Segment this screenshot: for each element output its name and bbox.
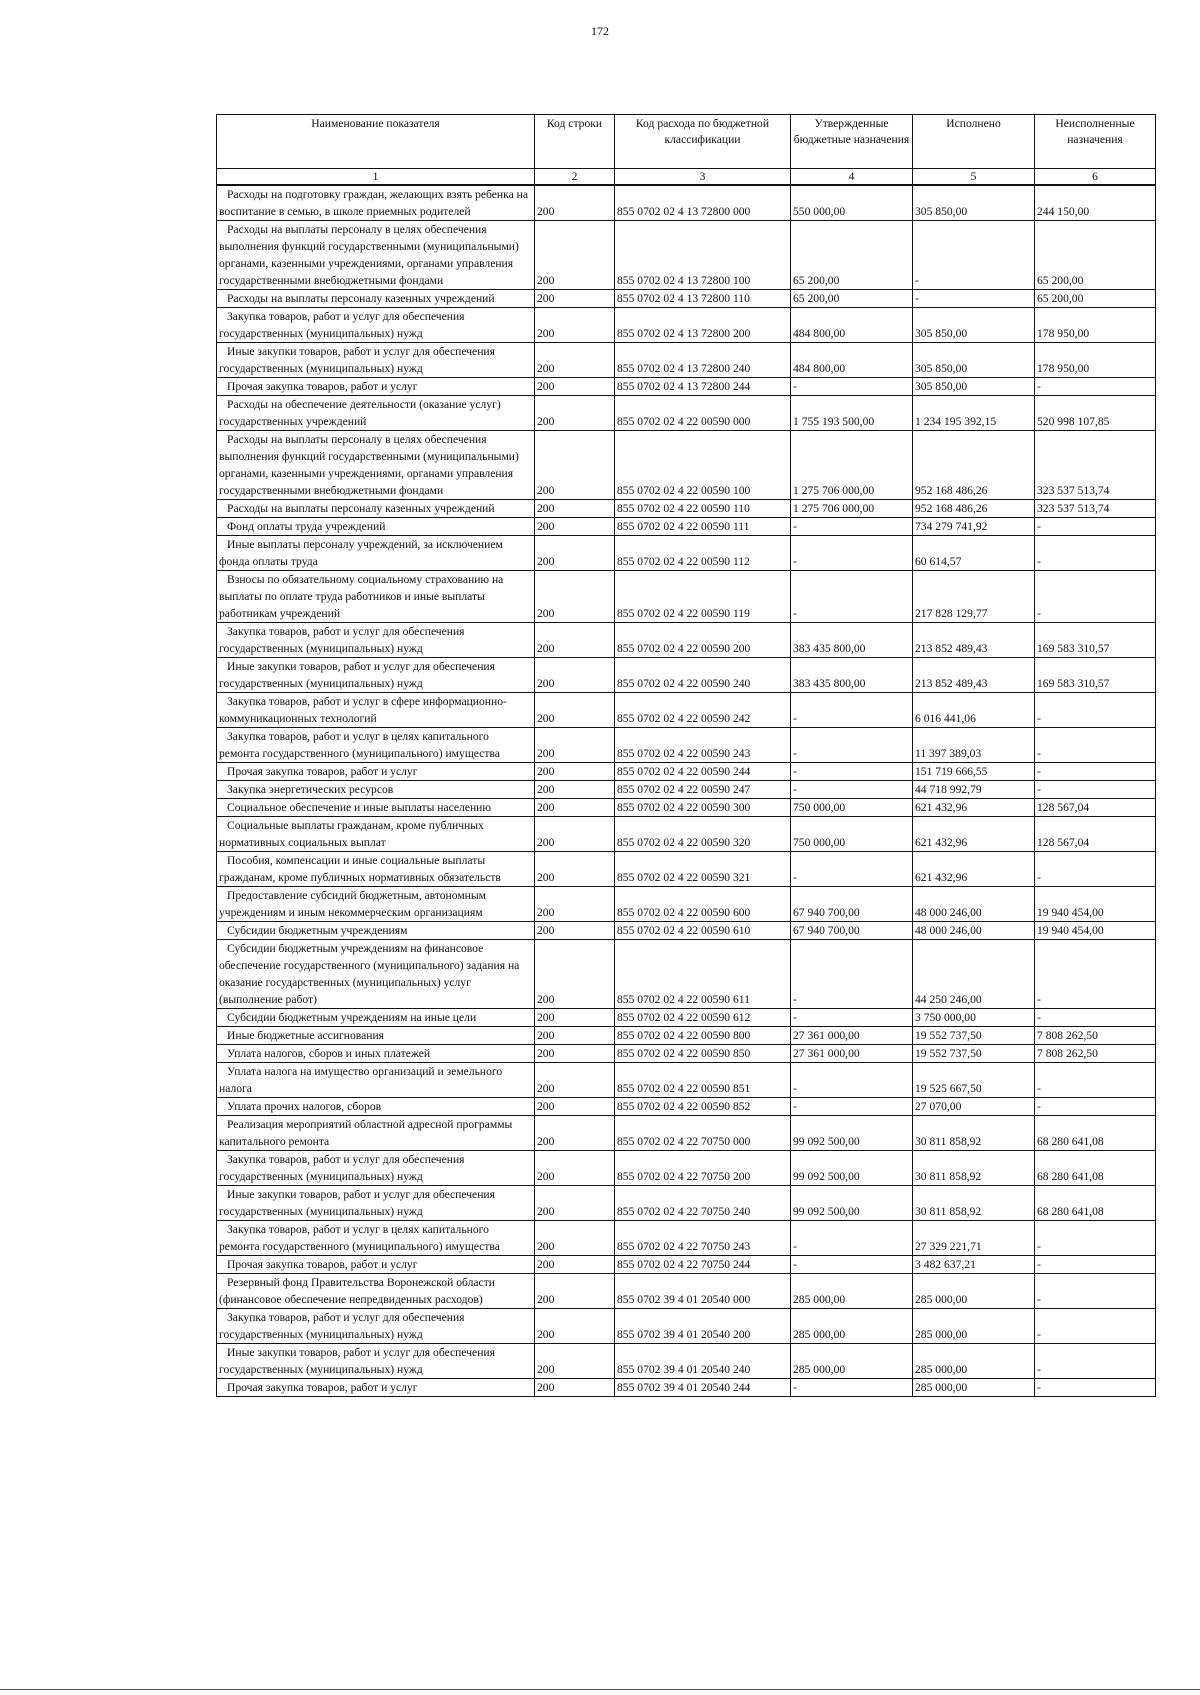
row-classification-code: 855 0702 02 4 22 00590 800 bbox=[615, 1027, 791, 1045]
row-unexecuted-amount: - bbox=[1035, 763, 1156, 781]
column-number: 6 bbox=[1035, 169, 1156, 186]
row-indicator-name: Закупка товаров, работ и услуг для обеспечения государственных (муниципальных) нужд bbox=[217, 1151, 535, 1186]
table-row bbox=[217, 922, 1156, 940]
row-indicator-name: Закупка товаров, работ и услуг для обеспечения государственных (муниципальных) нужд bbox=[217, 623, 535, 658]
row-classification-code: 855 0702 02 4 22 70750 200 bbox=[615, 1151, 791, 1186]
row-executed-amount: 621 432,96 bbox=[913, 817, 1035, 852]
row-classification-code: 855 0702 02 4 22 00590 111 bbox=[615, 518, 791, 536]
row-executed-amount: 3 482 637,21 bbox=[913, 1256, 1035, 1274]
row-line-code: 200 bbox=[535, 1027, 615, 1045]
table-row bbox=[217, 799, 1156, 817]
row-executed-amount: 952 168 486,26 bbox=[913, 431, 1035, 500]
row-approved-amount: 750 000,00 bbox=[791, 817, 913, 852]
row-executed-amount: 44 250 246,00 bbox=[913, 940, 1035, 1009]
row-indicator-name: Реализация мероприятий областной адресной программы капитального ремонта bbox=[217, 1116, 535, 1151]
row-indicator-name: Закупка товаров, работ и услуг для обеспечения государственных (муниципальных) нужд bbox=[217, 1309, 535, 1344]
row-approved-amount: 27 361 000,00 bbox=[791, 1027, 913, 1045]
row-approved-amount: - bbox=[791, 378, 913, 396]
row-unexecuted-amount: - bbox=[1035, 378, 1156, 396]
table-row bbox=[217, 623, 1156, 658]
row-executed-amount: - bbox=[913, 221, 1035, 290]
row-approved-amount: 99 092 500,00 bbox=[791, 1116, 913, 1151]
row-executed-amount: 305 850,00 bbox=[913, 378, 1035, 396]
row-approved-amount: 750 000,00 bbox=[791, 799, 913, 817]
table-row bbox=[217, 1151, 1156, 1186]
row-executed-amount: 217 828 129,77 bbox=[913, 571, 1035, 623]
row-indicator-name: Прочая закупка товаров, работ и услуг bbox=[217, 1256, 535, 1274]
row-line-code: 200 bbox=[535, 1186, 615, 1221]
row-approved-amount: - bbox=[791, 1379, 913, 1397]
row-indicator-name: Закупка товаров, работ и услуг в сфере информационно-коммуникационных технологий bbox=[217, 693, 535, 728]
table-row bbox=[217, 763, 1156, 781]
row-executed-amount: 305 850,00 bbox=[913, 185, 1035, 221]
row-line-code: 200 bbox=[535, 518, 615, 536]
row-unexecuted-amount: - bbox=[1035, 1221, 1156, 1256]
row-line-code: 200 bbox=[535, 378, 615, 396]
row-executed-amount: 30 811 858,92 bbox=[913, 1151, 1035, 1186]
row-approved-amount: 484 800,00 bbox=[791, 308, 913, 343]
table-row bbox=[217, 396, 1156, 431]
row-line-code: 200 bbox=[535, 1063, 615, 1098]
table-row bbox=[217, 500, 1156, 518]
row-line-code: 200 bbox=[535, 623, 615, 658]
header-approved-appropriations: Утвержденные бюджетные назначения bbox=[791, 115, 913, 169]
table-row bbox=[217, 1027, 1156, 1045]
row-indicator-name: Социальные выплаты гражданам, кроме публичных нормативных социальных выплат bbox=[217, 817, 535, 852]
row-line-code: 200 bbox=[535, 1256, 615, 1274]
table-row bbox=[217, 1186, 1156, 1221]
row-executed-amount: 19 525 667,50 bbox=[913, 1063, 1035, 1098]
row-unexecuted-amount: 244 150,00 bbox=[1035, 185, 1156, 221]
table-row bbox=[217, 1344, 1156, 1379]
row-executed-amount: 48 000 246,00 bbox=[913, 922, 1035, 940]
row-approved-amount: 65 200,00 bbox=[791, 221, 913, 290]
table-header-row bbox=[217, 115, 1156, 169]
table-row bbox=[217, 658, 1156, 693]
row-executed-amount: 30 811 858,92 bbox=[913, 1186, 1035, 1221]
row-line-code: 200 bbox=[535, 343, 615, 378]
row-executed-amount: 3 750 000,00 bbox=[913, 1009, 1035, 1027]
row-line-code: 200 bbox=[535, 887, 615, 922]
row-approved-amount: 67 940 700,00 bbox=[791, 887, 913, 922]
row-executed-amount: 1 234 195 392,15 bbox=[913, 396, 1035, 431]
page-number: 172 bbox=[591, 24, 609, 38]
row-unexecuted-amount: - bbox=[1035, 1063, 1156, 1098]
row-indicator-name: Пособия, компенсации и иные социальные выплаты гражданам, кроме публичных нормативных обязательств bbox=[217, 852, 535, 887]
row-line-code: 200 bbox=[535, 1045, 615, 1063]
row-unexecuted-amount: - bbox=[1035, 1274, 1156, 1309]
row-executed-amount: 213 852 489,43 bbox=[913, 623, 1035, 658]
row-line-code: 200 bbox=[535, 922, 615, 940]
row-indicator-name: Прочая закупка товаров, работ и услуг bbox=[217, 378, 535, 396]
row-unexecuted-amount: - bbox=[1035, 852, 1156, 887]
row-approved-amount: - bbox=[791, 536, 913, 571]
table-row bbox=[217, 1221, 1156, 1256]
row-executed-amount: 213 852 489,43 bbox=[913, 658, 1035, 693]
row-classification-code: 855 0702 02 4 13 72800 100 bbox=[615, 221, 791, 290]
row-approved-amount: - bbox=[791, 1256, 913, 1274]
table-row bbox=[217, 185, 1156, 221]
row-unexecuted-amount: - bbox=[1035, 571, 1156, 623]
row-indicator-name: Иные бюджетные ассигнования bbox=[217, 1027, 535, 1045]
row-executed-amount: 60 614,57 bbox=[913, 536, 1035, 571]
row-unexecuted-amount: - bbox=[1035, 1309, 1156, 1344]
row-approved-amount: - bbox=[791, 728, 913, 763]
row-unexecuted-amount: - bbox=[1035, 1379, 1156, 1397]
column-number: 4 bbox=[791, 169, 913, 186]
row-line-code: 200 bbox=[535, 308, 615, 343]
row-line-code: 200 bbox=[535, 1098, 615, 1116]
row-classification-code: 855 0702 02 4 22 00590 300 bbox=[615, 799, 791, 817]
row-approved-amount: - bbox=[791, 693, 913, 728]
row-line-code: 200 bbox=[535, 571, 615, 623]
row-line-code: 200 bbox=[535, 852, 615, 887]
row-approved-amount: - bbox=[791, 1221, 913, 1256]
row-classification-code: 855 0702 02 4 22 00590 850 bbox=[615, 1045, 791, 1063]
header-line-code: Код строки bbox=[535, 115, 615, 169]
table-body bbox=[217, 185, 1156, 1397]
row-classification-code: 855 0702 02 4 22 00590 611 bbox=[615, 940, 791, 1009]
row-classification-code: 855 0702 02 4 22 00590 612 bbox=[615, 1009, 791, 1027]
row-classification-code: 855 0702 02 4 22 00590 244 bbox=[615, 763, 791, 781]
row-indicator-name: Иные закупки товаров, работ и услуг для обеспечения государственных (муниципальных) нужд bbox=[217, 1186, 535, 1221]
row-indicator-name: Расходы на обеспечение деятельности (оказание услуг) государственных учреждений bbox=[217, 396, 535, 431]
row-executed-amount: 621 432,96 bbox=[913, 852, 1035, 887]
row-executed-amount: - bbox=[913, 290, 1035, 308]
table-row bbox=[217, 431, 1156, 500]
header-unexecuted-appropriations: Неисполненные назначения bbox=[1035, 115, 1156, 169]
row-classification-code: 855 0702 02 4 22 00590 110 bbox=[615, 500, 791, 518]
row-indicator-name: Закупка товаров, работ и услуг для обеспечения государственных (муниципальных) нужд bbox=[217, 308, 535, 343]
row-approved-amount: 1 275 706 000,00 bbox=[791, 500, 913, 518]
row-approved-amount: 383 435 800,00 bbox=[791, 658, 913, 693]
row-executed-amount: 952 168 486,26 bbox=[913, 500, 1035, 518]
row-approved-amount: - bbox=[791, 763, 913, 781]
row-unexecuted-amount: 520 998 107,85 bbox=[1035, 396, 1156, 431]
column-number: 3 bbox=[615, 169, 791, 186]
row-unexecuted-amount: 323 537 513,74 bbox=[1035, 431, 1156, 500]
row-executed-amount: 44 718 992,79 bbox=[913, 781, 1035, 799]
row-unexecuted-amount: - bbox=[1035, 1009, 1156, 1027]
row-unexecuted-amount: - bbox=[1035, 728, 1156, 763]
row-classification-code: 855 0702 02 4 22 00590 320 bbox=[615, 817, 791, 852]
row-classification-code: 855 0702 02 4 22 00590 112 bbox=[615, 536, 791, 571]
row-indicator-name: Расходы на выплаты персоналу в целях обеспечения выполнения функций государственными (муниципальными) органами, казенными учреждениями, органами управления государственными внебюджетными фондами bbox=[217, 221, 535, 290]
row-classification-code: 855 0702 02 4 13 72800 110 bbox=[615, 290, 791, 308]
row-approved-amount: - bbox=[791, 571, 913, 623]
row-classification-code: 855 0702 39 4 01 20540 244 bbox=[615, 1379, 791, 1397]
table-row bbox=[217, 887, 1156, 922]
row-indicator-name: Закупка товаров, работ и услуг в целях капитального ремонта государственного (муниципального) имущества bbox=[217, 728, 535, 763]
row-approved-amount: 65 200,00 bbox=[791, 290, 913, 308]
table-row bbox=[217, 308, 1156, 343]
row-executed-amount: 305 850,00 bbox=[913, 343, 1035, 378]
row-unexecuted-amount: - bbox=[1035, 940, 1156, 1009]
row-classification-code: 855 0702 02 4 22 00590 321 bbox=[615, 852, 791, 887]
row-indicator-name: Субсидии бюджетным учреждениям bbox=[217, 922, 535, 940]
table-row bbox=[217, 1379, 1156, 1397]
row-approved-amount: 27 361 000,00 bbox=[791, 1045, 913, 1063]
row-classification-code: 855 0702 02 4 22 00590 610 bbox=[615, 922, 791, 940]
row-indicator-name: Иные закупки товаров, работ и услуг для обеспечения государственных (муниципальных) нужд bbox=[217, 658, 535, 693]
row-approved-amount: 383 435 800,00 bbox=[791, 623, 913, 658]
budget-expenditure-table bbox=[216, 114, 1156, 1397]
table-row bbox=[217, 518, 1156, 536]
row-line-code: 200 bbox=[535, 1344, 615, 1379]
row-line-code: 200 bbox=[535, 658, 615, 693]
table-row bbox=[217, 571, 1156, 623]
table-row bbox=[217, 1063, 1156, 1098]
row-unexecuted-amount: 19 940 454,00 bbox=[1035, 887, 1156, 922]
row-classification-code: 855 0702 02 4 13 72800 200 bbox=[615, 308, 791, 343]
row-approved-amount: - bbox=[791, 1063, 913, 1098]
row-indicator-name: Предоставление субсидий бюджетным, автономным учреждениям и иным некоммерческим организациям bbox=[217, 887, 535, 922]
row-classification-code: 855 0702 02 4 13 72800 000 bbox=[615, 185, 791, 221]
row-indicator-name: Фонд оплаты труда учреждений bbox=[217, 518, 535, 536]
row-indicator-name: Уплата налога на имущество организаций и земельного налога bbox=[217, 1063, 535, 1098]
row-line-code: 200 bbox=[535, 185, 615, 221]
row-indicator-name: Субсидии бюджетным учреждениям на финансовое обеспечение государственного (муниципального) задания на оказание государственных (муниципальных) услуг (выполнение работ) bbox=[217, 940, 535, 1009]
table-row bbox=[217, 852, 1156, 887]
row-line-code: 200 bbox=[535, 500, 615, 518]
row-classification-code: 855 0702 02 4 13 72800 244 bbox=[615, 378, 791, 396]
row-unexecuted-amount: 68 280 641,08 bbox=[1035, 1186, 1156, 1221]
row-unexecuted-amount: - bbox=[1035, 1344, 1156, 1379]
row-classification-code: 855 0702 02 4 22 00590 247 bbox=[615, 781, 791, 799]
row-indicator-name: Иные закупки товаров, работ и услуг для обеспечения государственных (муниципальных) нужд bbox=[217, 1344, 535, 1379]
row-executed-amount: 285 000,00 bbox=[913, 1274, 1035, 1309]
row-classification-code: 855 0702 02 4 13 72800 240 bbox=[615, 343, 791, 378]
row-executed-amount: 285 000,00 bbox=[913, 1344, 1035, 1379]
table-row bbox=[217, 343, 1156, 378]
row-executed-amount: 621 432,96 bbox=[913, 799, 1035, 817]
row-line-code: 200 bbox=[535, 431, 615, 500]
table-row bbox=[217, 1009, 1156, 1027]
row-unexecuted-amount: 7 808 262,50 bbox=[1035, 1027, 1156, 1045]
header-indicator-name: Наименование показателя bbox=[217, 115, 535, 169]
row-unexecuted-amount: 128 567,04 bbox=[1035, 817, 1156, 852]
row-line-code: 200 bbox=[535, 781, 615, 799]
row-indicator-name: Взносы по обязательному социальному страхованию на выплаты по оплате труда работников и иные выплаты работникам учреждений bbox=[217, 571, 535, 623]
row-approved-amount: 285 000,00 bbox=[791, 1344, 913, 1379]
row-line-code: 200 bbox=[535, 221, 615, 290]
table-row bbox=[217, 817, 1156, 852]
row-classification-code: 855 0702 02 4 22 00590 200 bbox=[615, 623, 791, 658]
row-executed-amount: 6 016 441,06 bbox=[913, 693, 1035, 728]
row-line-code: 200 bbox=[535, 290, 615, 308]
row-classification-code: 855 0702 02 4 22 00590 000 bbox=[615, 396, 791, 431]
row-classification-code: 855 0702 02 4 22 00590 851 bbox=[615, 1063, 791, 1098]
row-unexecuted-amount: - bbox=[1035, 693, 1156, 728]
row-indicator-name: Иные закупки товаров, работ и услуг для обеспечения государственных (муниципальных) нужд bbox=[217, 343, 535, 378]
row-indicator-name: Уплата прочих налогов, сборов bbox=[217, 1098, 535, 1116]
row-unexecuted-amount: - bbox=[1035, 1098, 1156, 1116]
row-approved-amount: - bbox=[791, 781, 913, 799]
row-line-code: 200 bbox=[535, 396, 615, 431]
row-unexecuted-amount: 65 200,00 bbox=[1035, 221, 1156, 290]
row-line-code: 200 bbox=[535, 1274, 615, 1309]
table-row bbox=[217, 1116, 1156, 1151]
row-indicator-name: Прочая закупка товаров, работ и услуг bbox=[217, 763, 535, 781]
row-classification-code: 855 0702 39 4 01 20540 240 bbox=[615, 1344, 791, 1379]
row-executed-amount: 27 329 221,71 bbox=[913, 1221, 1035, 1256]
row-executed-amount: 734 279 741,92 bbox=[913, 518, 1035, 536]
row-indicator-name: Прочая закупка товаров, работ и услуг bbox=[217, 1379, 535, 1397]
table-row bbox=[217, 290, 1156, 308]
row-classification-code: 855 0702 02 4 22 70750 000 bbox=[615, 1116, 791, 1151]
row-classification-code: 855 0702 02 4 22 00590 100 bbox=[615, 431, 791, 500]
table-row bbox=[217, 693, 1156, 728]
row-line-code: 200 bbox=[535, 693, 615, 728]
row-approved-amount: 285 000,00 bbox=[791, 1309, 913, 1344]
row-line-code: 200 bbox=[535, 728, 615, 763]
row-executed-amount: 30 811 858,92 bbox=[913, 1116, 1035, 1151]
row-approved-amount: 99 092 500,00 bbox=[791, 1151, 913, 1186]
row-unexecuted-amount: - bbox=[1035, 781, 1156, 799]
row-line-code: 200 bbox=[535, 817, 615, 852]
row-classification-code: 855 0702 02 4 22 70750 240 bbox=[615, 1186, 791, 1221]
row-indicator-name: Иные выплаты персоналу учреждений, за исключением фонда оплаты труда bbox=[217, 536, 535, 571]
row-indicator-name: Резервный фонд Правительства Воронежской области (финансовое обеспечение непредвиденных расходов) bbox=[217, 1274, 535, 1309]
row-unexecuted-amount: 323 537 513,74 bbox=[1035, 500, 1156, 518]
row-classification-code: 855 0702 02 4 22 00590 119 bbox=[615, 571, 791, 623]
row-classification-code: 855 0702 02 4 22 00590 242 bbox=[615, 693, 791, 728]
row-line-code: 200 bbox=[535, 1009, 615, 1027]
table-row bbox=[217, 536, 1156, 571]
row-line-code: 200 bbox=[535, 1379, 615, 1397]
page-bottom-rule bbox=[0, 1689, 1200, 1690]
row-approved-amount: - bbox=[791, 940, 913, 1009]
row-unexecuted-amount: - bbox=[1035, 518, 1156, 536]
column-number-row bbox=[217, 169, 1156, 186]
table-row bbox=[217, 1098, 1156, 1116]
row-executed-amount: 305 850,00 bbox=[913, 308, 1035, 343]
table-row bbox=[217, 728, 1156, 763]
row-line-code: 200 bbox=[535, 1221, 615, 1256]
table-row bbox=[217, 1274, 1156, 1309]
table-row bbox=[217, 1309, 1156, 1344]
row-executed-amount: 19 552 737,50 bbox=[913, 1045, 1035, 1063]
row-classification-code: 855 0702 39 4 01 20540 000 bbox=[615, 1274, 791, 1309]
row-unexecuted-amount: 19 940 454,00 bbox=[1035, 922, 1156, 940]
row-line-code: 200 bbox=[535, 940, 615, 1009]
row-line-code: 200 bbox=[535, 763, 615, 781]
row-unexecuted-amount: 178 950,00 bbox=[1035, 343, 1156, 378]
row-unexecuted-amount: - bbox=[1035, 536, 1156, 571]
row-unexecuted-amount: - bbox=[1035, 1256, 1156, 1274]
row-approved-amount: - bbox=[791, 1009, 913, 1027]
row-line-code: 200 bbox=[535, 1151, 615, 1186]
row-line-code: 200 bbox=[535, 536, 615, 571]
row-executed-amount: 19 552 737,50 bbox=[913, 1027, 1035, 1045]
row-line-code: 200 bbox=[535, 1309, 615, 1344]
row-approved-amount: 484 800,00 bbox=[791, 343, 913, 378]
row-unexecuted-amount: 65 200,00 bbox=[1035, 290, 1156, 308]
table-row bbox=[217, 1256, 1156, 1274]
column-number: 5 bbox=[913, 169, 1035, 186]
column-number: 1 bbox=[217, 169, 535, 186]
row-executed-amount: 48 000 246,00 bbox=[913, 887, 1035, 922]
row-unexecuted-amount: 68 280 641,08 bbox=[1035, 1116, 1156, 1151]
row-executed-amount: 285 000,00 bbox=[913, 1309, 1035, 1344]
row-line-code: 200 bbox=[535, 1116, 615, 1151]
table-row bbox=[217, 1045, 1156, 1063]
row-approved-amount: 1 275 706 000,00 bbox=[791, 431, 913, 500]
row-line-code: 200 bbox=[535, 799, 615, 817]
row-approved-amount: - bbox=[791, 1098, 913, 1116]
row-classification-code: 855 0702 02 4 22 70750 243 bbox=[615, 1221, 791, 1256]
row-classification-code: 855 0702 02 4 22 00590 243 bbox=[615, 728, 791, 763]
row-indicator-name: Социальное обеспечение и иные выплаты населению bbox=[217, 799, 535, 817]
header-budget-classification-code: Код расхода по бюджетной классификации bbox=[615, 115, 791, 169]
row-classification-code: 855 0702 02 4 22 00590 240 bbox=[615, 658, 791, 693]
row-classification-code: 855 0702 02 4 22 00590 600 bbox=[615, 887, 791, 922]
row-executed-amount: 151 719 666,55 bbox=[913, 763, 1035, 781]
row-unexecuted-amount: 169 583 310,57 bbox=[1035, 658, 1156, 693]
row-indicator-name: Закупка товаров, работ и услуг в целях капитального ремонта государственного (муниципального) имущества bbox=[217, 1221, 535, 1256]
table-row bbox=[217, 940, 1156, 1009]
row-indicator-name: Закупка энергетических ресурсов bbox=[217, 781, 535, 799]
row-indicator-name: Расходы на выплаты персоналу в целях обеспечения выполнения функций государственными (муниципальными) органами, казенными учреждениями, органами управления государственными внебюджетными фондами bbox=[217, 431, 535, 500]
row-indicator-name: Субсидии бюджетным учреждениям на иные цели bbox=[217, 1009, 535, 1027]
row-executed-amount: 285 000,00 bbox=[913, 1379, 1035, 1397]
row-indicator-name: Расходы на выплаты персоналу казенных учреждений bbox=[217, 500, 535, 518]
row-approved-amount: - bbox=[791, 852, 913, 887]
row-approved-amount: 285 000,00 bbox=[791, 1274, 913, 1309]
row-indicator-name: Расходы на выплаты персоналу казенных учреждений bbox=[217, 290, 535, 308]
row-unexecuted-amount: 178 950,00 bbox=[1035, 308, 1156, 343]
row-unexecuted-amount: 68 280 641,08 bbox=[1035, 1151, 1156, 1186]
row-indicator-name: Расходы на подготовку граждан, желающих взять ребенка на воспитание в семью, в школе приемных родителей bbox=[217, 185, 535, 221]
row-classification-code: 855 0702 02 4 22 70750 244 bbox=[615, 1256, 791, 1274]
row-classification-code: 855 0702 02 4 22 00590 852 bbox=[615, 1098, 791, 1116]
header-executed: Исполнено bbox=[913, 115, 1035, 169]
row-approved-amount: 550 000,00 bbox=[791, 185, 913, 221]
row-executed-amount: 27 070,00 bbox=[913, 1098, 1035, 1116]
row-unexecuted-amount: 7 808 262,50 bbox=[1035, 1045, 1156, 1063]
row-approved-amount: 99 092 500,00 bbox=[791, 1186, 913, 1221]
table-row bbox=[217, 378, 1156, 396]
row-approved-amount: 67 940 700,00 bbox=[791, 922, 913, 940]
row-unexecuted-amount: 128 567,04 bbox=[1035, 799, 1156, 817]
row-indicator-name: Уплата налогов, сборов и иных платежей bbox=[217, 1045, 535, 1063]
table-row bbox=[217, 781, 1156, 799]
row-classification-code: 855 0702 39 4 01 20540 200 bbox=[615, 1309, 791, 1344]
table-row bbox=[217, 221, 1156, 290]
column-number: 2 bbox=[535, 169, 615, 186]
row-approved-amount: 1 755 193 500,00 bbox=[791, 396, 913, 431]
row-unexecuted-amount: 169 583 310,57 bbox=[1035, 623, 1156, 658]
row-executed-amount: 11 397 389,03 bbox=[913, 728, 1035, 763]
row-approved-amount: - bbox=[791, 518, 913, 536]
